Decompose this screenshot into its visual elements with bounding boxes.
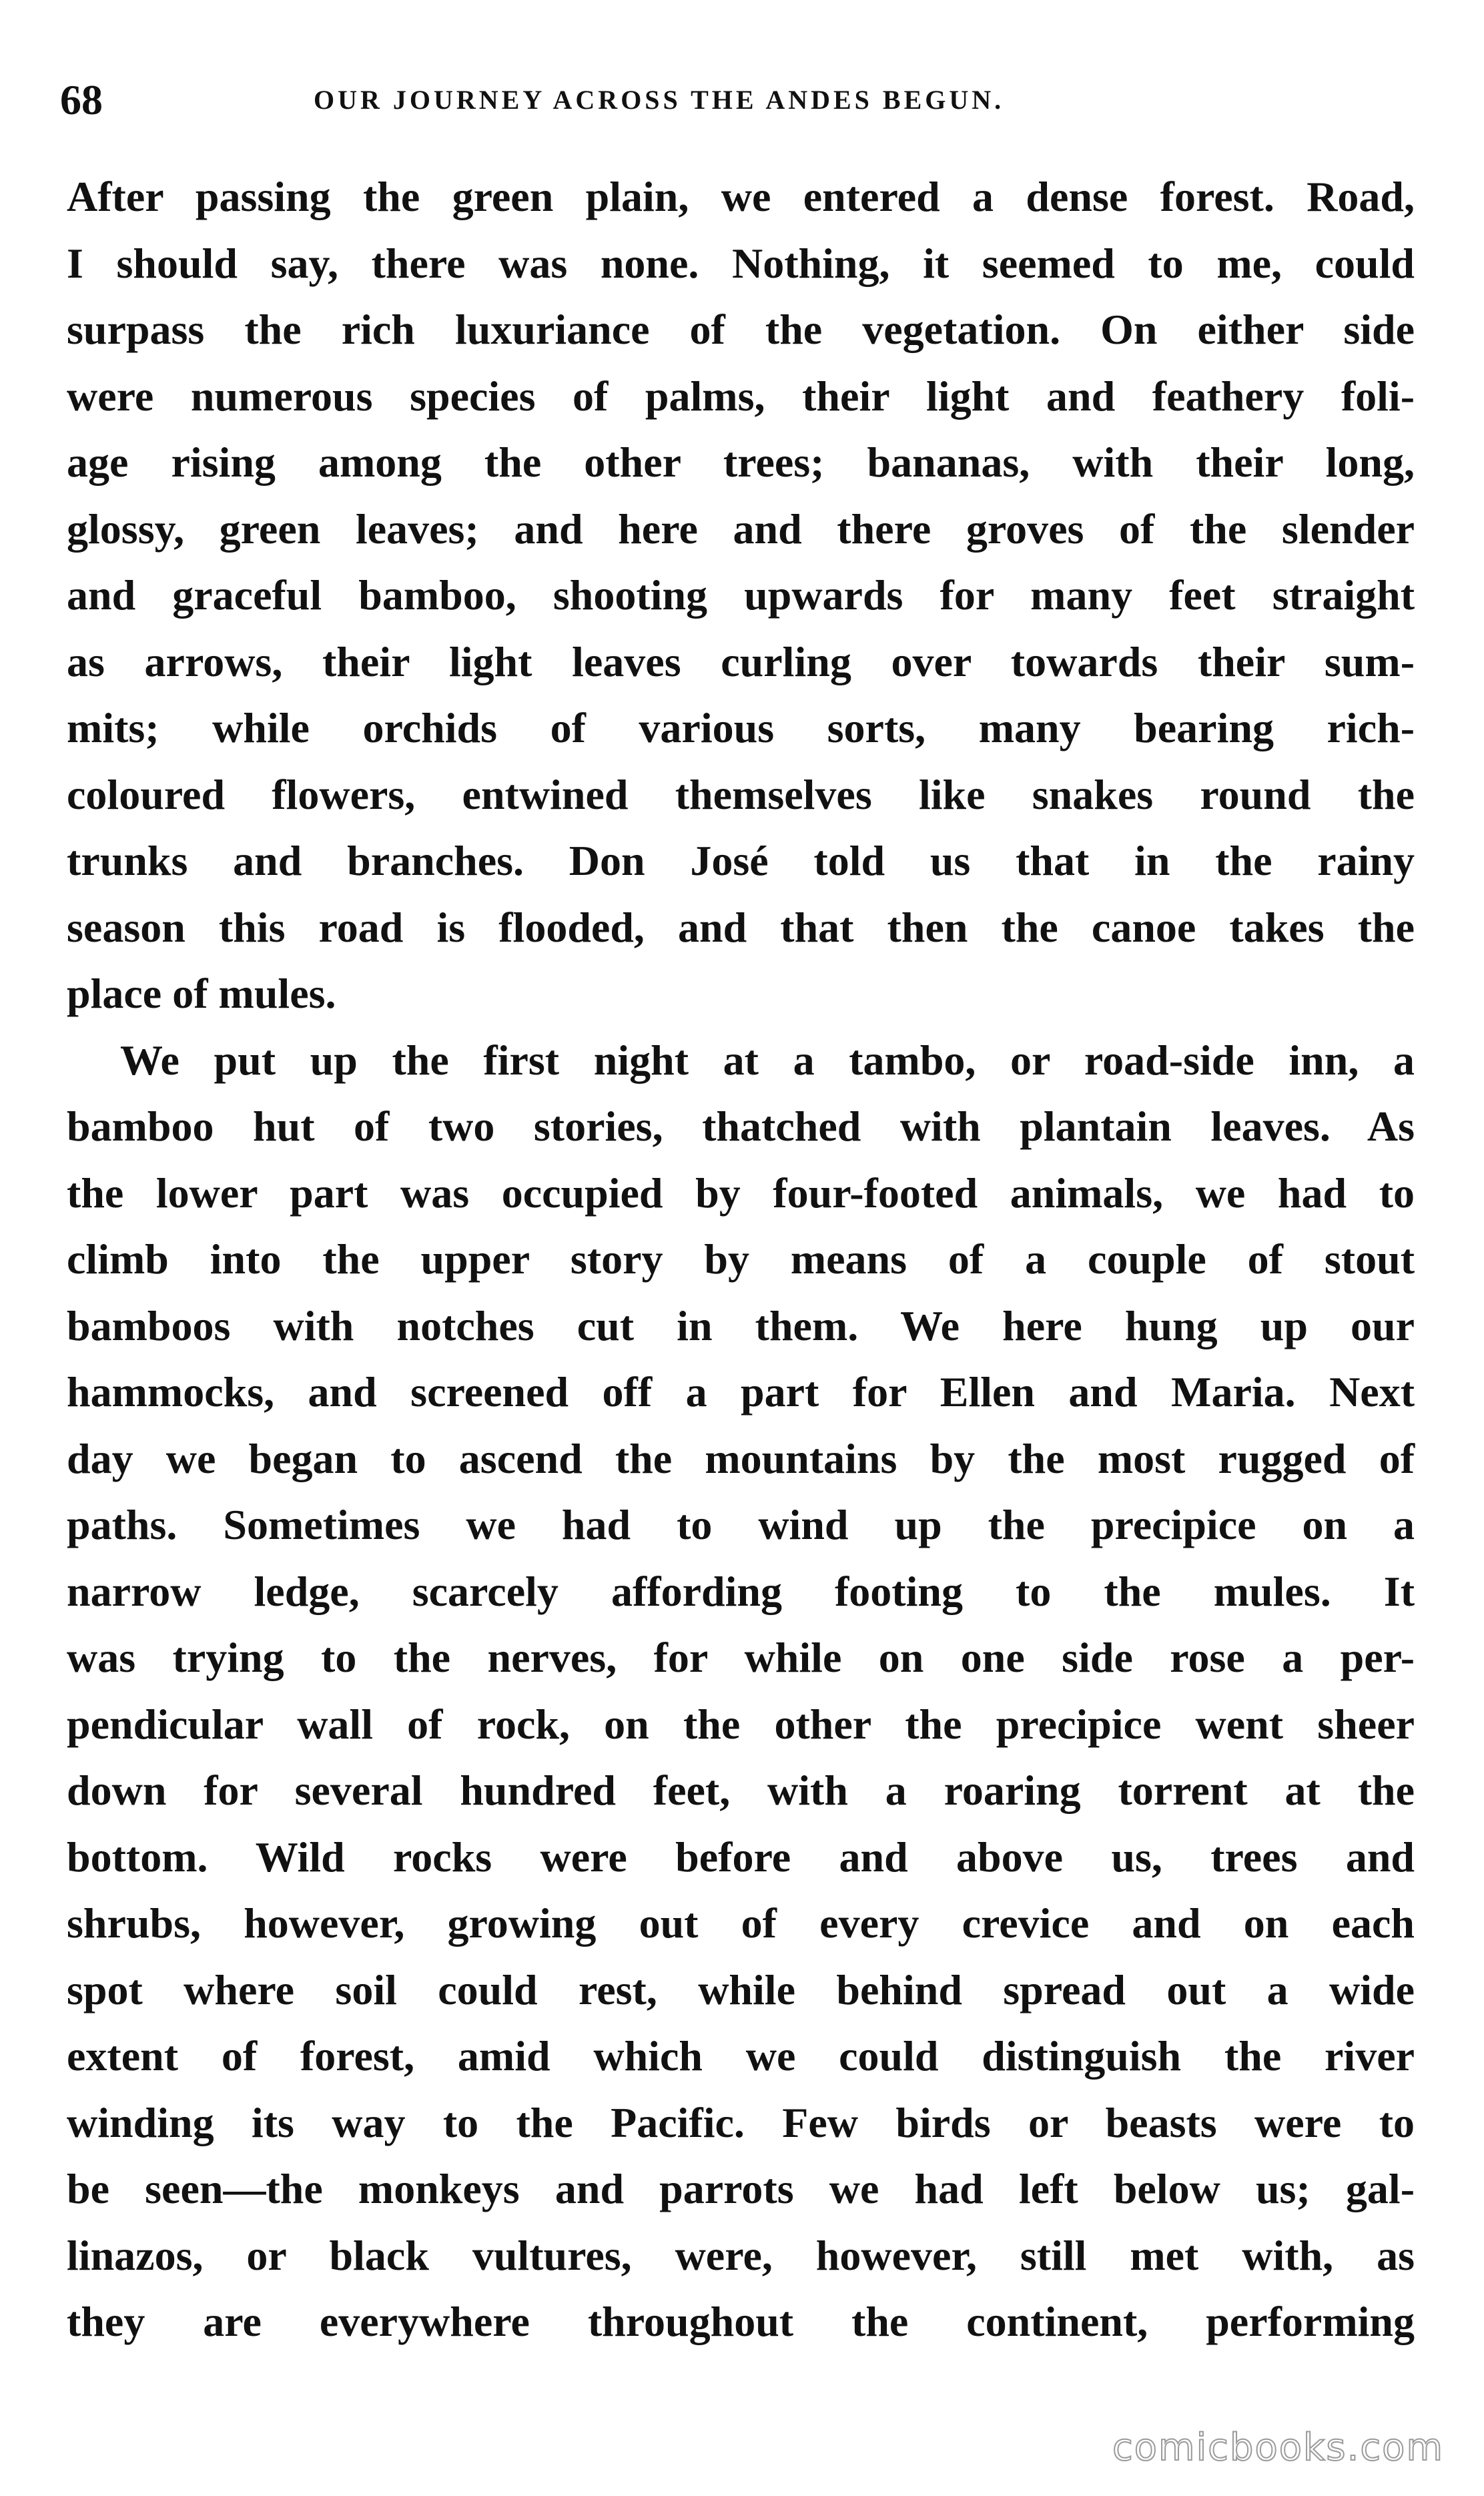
text-line: surpass the rich luxuriance of the vegetation. On either side — [67, 306, 1415, 353]
paragraph-1 — [67, 164, 1415, 1027]
text-line: the lower part was occupied by four-footed animals, we had to — [67, 1169, 1415, 1217]
paragraph-2 — [67, 1027, 1415, 2355]
text-line: age rising among the other trees; bananas, with their long, — [67, 438, 1415, 486]
page-number: 68 — [60, 76, 103, 123]
text-line: spot where soil could rest, while behind spread out a wide — [67, 1965, 1415, 2013]
text-line: be seen—the monkeys and parrots we had left below us; gal- — [67, 2165, 1415, 2212]
text-line: was trying to the nerves, for while on one side rose a per- — [67, 1634, 1415, 1681]
text-line: extent of forest, amid which we could distinguish the river — [67, 2032, 1415, 2080]
text-line: were numerous species of palms, their light and feathery foli- — [67, 372, 1415, 420]
text-line: trunks and branches. Don José told us that in the rainy — [67, 837, 1415, 884]
page-header — [60, 63, 1435, 137]
body-text — [67, 164, 1415, 2355]
text-line: and graceful bamboo, shooting upwards for many feet straight — [67, 571, 1415, 619]
text-line: as arrows, their light leaves curling over towards their sum- — [67, 637, 1415, 685]
text-line: linazos, or black vultures, were, however, still met with, as — [67, 2231, 1415, 2279]
text-line: hammocks, and screened off a part for Ellen and Maria. Next — [67, 1368, 1415, 1416]
text-line: narrow ledge, scarcely affording footing to the mules. It — [67, 1567, 1415, 1615]
text-line: bamboos with notches cut in them. We here hung up our — [67, 1301, 1415, 1349]
text-line: paths. Sometimes we had to wind up the precipice on a — [67, 1501, 1415, 1548]
text-line: they are everywhere throughout the continent, performing — [67, 2298, 1415, 2345]
text-line: winding its way to the Pacific. Few birds or beasts were to — [67, 2098, 1415, 2146]
text-line: We put up the first night at a tambo, or road-side inn, a — [120, 1036, 1415, 1084]
text-line: shrubs, however, growing out of every crevice and on each — [67, 1899, 1415, 1947]
text-line: I should say, there was none. Nothing, it seemed to me, could — [67, 239, 1415, 287]
text-line: place of mules. — [67, 970, 336, 1017]
text-line: mits; while orchids of various sorts, many bearing rich- — [67, 704, 1415, 751]
watermark: comicbooks.com — [1112, 2426, 1444, 2469]
text-line: After passing the green plain, we entered a dense forest. Road, — [67, 173, 1415, 220]
text-line: season this road is flooded, and that then the canoe takes the — [67, 903, 1415, 951]
text-line: pendicular wall of rock, on the other the precipice went sheer — [67, 1700, 1415, 1748]
text-line: coloured flowers, entwined themselves like snakes round the — [67, 770, 1415, 818]
text-line: climb into the upper story by means of a couple of stout — [67, 1235, 1415, 1283]
text-line: glossy, green leaves; and here and there groves of the slender — [67, 505, 1415, 553]
text-line: down for several hundred feet, with a roaring torrent at the — [67, 1767, 1415, 1814]
running-head: OUR JOURNEY ACROSS THE ANDES BEGUN. — [314, 85, 1005, 115]
text-line: bottom. Wild rocks were before and above us, trees and — [67, 1833, 1415, 1881]
text-line: day we began to ascend the mountains by the most rugged of — [67, 1434, 1415, 1482]
text-line: bamboo hut of two stories, thatched with plantain leaves. As — [67, 1103, 1415, 1150]
